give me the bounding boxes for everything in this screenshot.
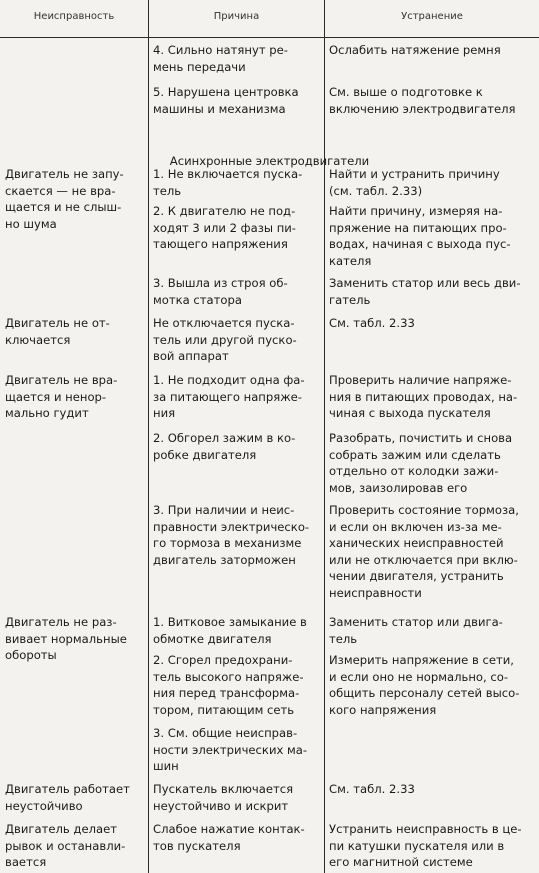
cause-cell: 2. К двигателю не под- ходят 3 или 2 фазы пи- тающего напряжения xyxy=(153,204,296,251)
fix-cell: Проверить наличие напряже- ния в питающих проводах, на- чиная с выхода пускателя xyxy=(329,373,518,420)
cause-cell: 2. Сгорел предохрани- тель высокого напряже- ния перед трансформа- тором, питающим сеть xyxy=(153,653,304,717)
header-rule xyxy=(0,37,539,38)
fix-cell: Разобрать, почистить и снова собрать зажим или сделать отдельно от колодки зажи- мов, заизолировав его xyxy=(329,431,513,495)
fix-cell: Проверить состояние тормоза, и если он включен из-за ме- ханических неисправностей или не отключается при вклю- чении двигателя, устранить неисправности xyxy=(329,503,519,600)
cause-cell: 5. Нарушена центровка машины и механизма xyxy=(153,85,299,116)
column-divider-1 xyxy=(148,0,149,873)
fault-cell: Двигатель не вра- щается и ненор- мально гудит xyxy=(5,373,118,420)
fault-cell: Двигатель работает неустойчиво xyxy=(5,782,130,813)
cause-cell: Пускатель включается неустойчиво и искрит xyxy=(153,782,294,813)
fault-cell: Двигатель не запу- скается — не вра- щается и не слыш- но шума xyxy=(5,167,124,231)
fault-cell: Двигатель делает рывок и останавли- вается xyxy=(5,822,126,869)
fix-cell: См. табл. 2.33 xyxy=(329,782,415,796)
fix-cell: Ослабить натяжение ремня xyxy=(329,43,501,57)
cause-cell: 1. Не включается пуска- тель xyxy=(153,167,303,198)
header-fault: Неисправность xyxy=(33,11,115,22)
fix-cell: Найти и устранить причину (см. табл. 2.33) xyxy=(329,167,500,198)
cause-cell: 1. Не подходит одна фа- за питающего напряже- ния xyxy=(153,373,305,420)
cause-cell: 3. Вышла из строя об- мотка статора xyxy=(153,276,288,307)
header-cause: Причина xyxy=(213,11,260,22)
fault-cell: Двигатель не от- ключается xyxy=(5,316,110,347)
fix-cell: Измерить напряжение в сети, и если оно не нормально, со- общить персоналу сетей высо- кого напряжения xyxy=(329,653,520,717)
cause-cell: 1. Витковое замыкание в обмотке двигателя xyxy=(153,615,307,646)
fix-cell: Устранить неисправность в це- пи катушки пускателя или в его магнитной системе xyxy=(329,822,522,869)
column-divider-2 xyxy=(324,0,325,873)
cause-cell: 4. Сильно натянут ре- мень передачи xyxy=(153,43,288,74)
cause-cell: Не отключается пуска- тель или другой пуско- вой аппарат xyxy=(153,316,297,363)
fix-cell: Заменить статор или весь дви- гатель xyxy=(329,276,521,307)
cause-cell: 3. При наличии и неис- правности электрическо- го тормоза в механизме двигатель заторможен xyxy=(153,503,310,567)
header-fix: Устранение xyxy=(401,11,463,22)
fix-cell: Найти причину, измеряя на- пряжение на питающих про- водах, начиная с выхода пус- кателя xyxy=(329,204,511,268)
cause-cell: 3. См. общие неисправ- ности электрических ма- шин xyxy=(153,726,308,773)
section-title: Асинхронные электродвигатели xyxy=(169,154,370,168)
fix-cell: Заменить статор или двига- тель xyxy=(329,615,503,646)
fault-cell: Двигатель не раз- вивает нормальные обороты xyxy=(5,615,127,662)
cause-cell: 2. Обгорел зажим в ко- робке двигателя xyxy=(153,431,296,462)
cause-cell: Слабое нажатие контак- тов пускателя xyxy=(153,822,305,853)
fix-cell: См. выше о подготовке к включению электродвигателя xyxy=(329,85,516,116)
fix-cell: См. табл. 2.33 xyxy=(329,316,415,330)
